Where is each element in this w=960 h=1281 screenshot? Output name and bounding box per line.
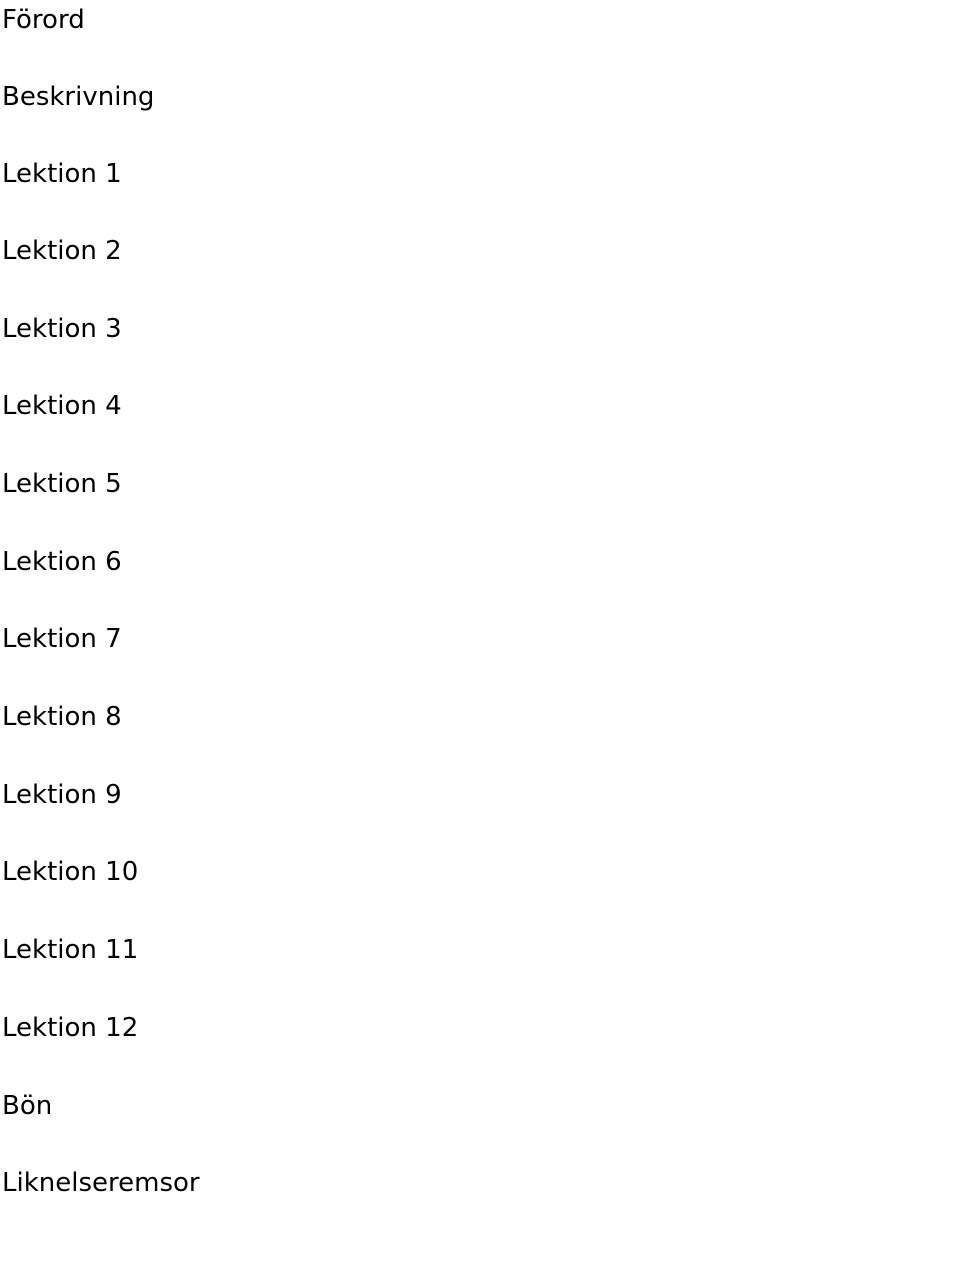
toc-row — [0, 0, 960, 40]
toc-label: Lektion 1 — [2, 159, 122, 189]
toc-label: Lektion 3 — [2, 314, 122, 344]
toc-row — [0, 1163, 960, 1203]
toc-row — [0, 1086, 960, 1126]
toc-label: Förord — [2, 5, 85, 35]
toc-label: Beskrivning — [2, 82, 155, 112]
toc-label: Lektion 10 — [2, 857, 139, 887]
toc-row — [0, 1008, 960, 1048]
toc-row — [0, 697, 960, 737]
toc-row — [0, 386, 960, 426]
toc-row — [0, 231, 960, 271]
toc-label: Lektion 6 — [2, 547, 122, 577]
toc-row — [0, 309, 960, 349]
toc-label: Lektion 5 — [2, 469, 122, 499]
toc-row — [0, 154, 960, 194]
toc-row — [0, 77, 960, 117]
toc-label: Lektion 11 — [2, 935, 139, 965]
toc-row-references — [0, 1239, 960, 1279]
toc-label: Lektion 7 — [2, 624, 122, 654]
toc-label: Lektion 12 — [2, 1013, 139, 1043]
toc-row — [0, 542, 960, 582]
toc-row — [0, 930, 960, 970]
toc-label: Lektion 2 — [2, 236, 122, 266]
toc-row — [0, 619, 960, 659]
toc-row — [0, 775, 960, 815]
toc-row — [0, 464, 960, 504]
toc-label: Lektion 8 — [2, 702, 122, 732]
toc-label: Lektion 4 — [2, 391, 122, 421]
toc-row — [0, 852, 960, 892]
toc-label: Lektion 9 — [2, 780, 122, 810]
toc-label: Bön — [2, 1091, 53, 1121]
toc-label: Liknelseremsor — [2, 1168, 200, 1198]
